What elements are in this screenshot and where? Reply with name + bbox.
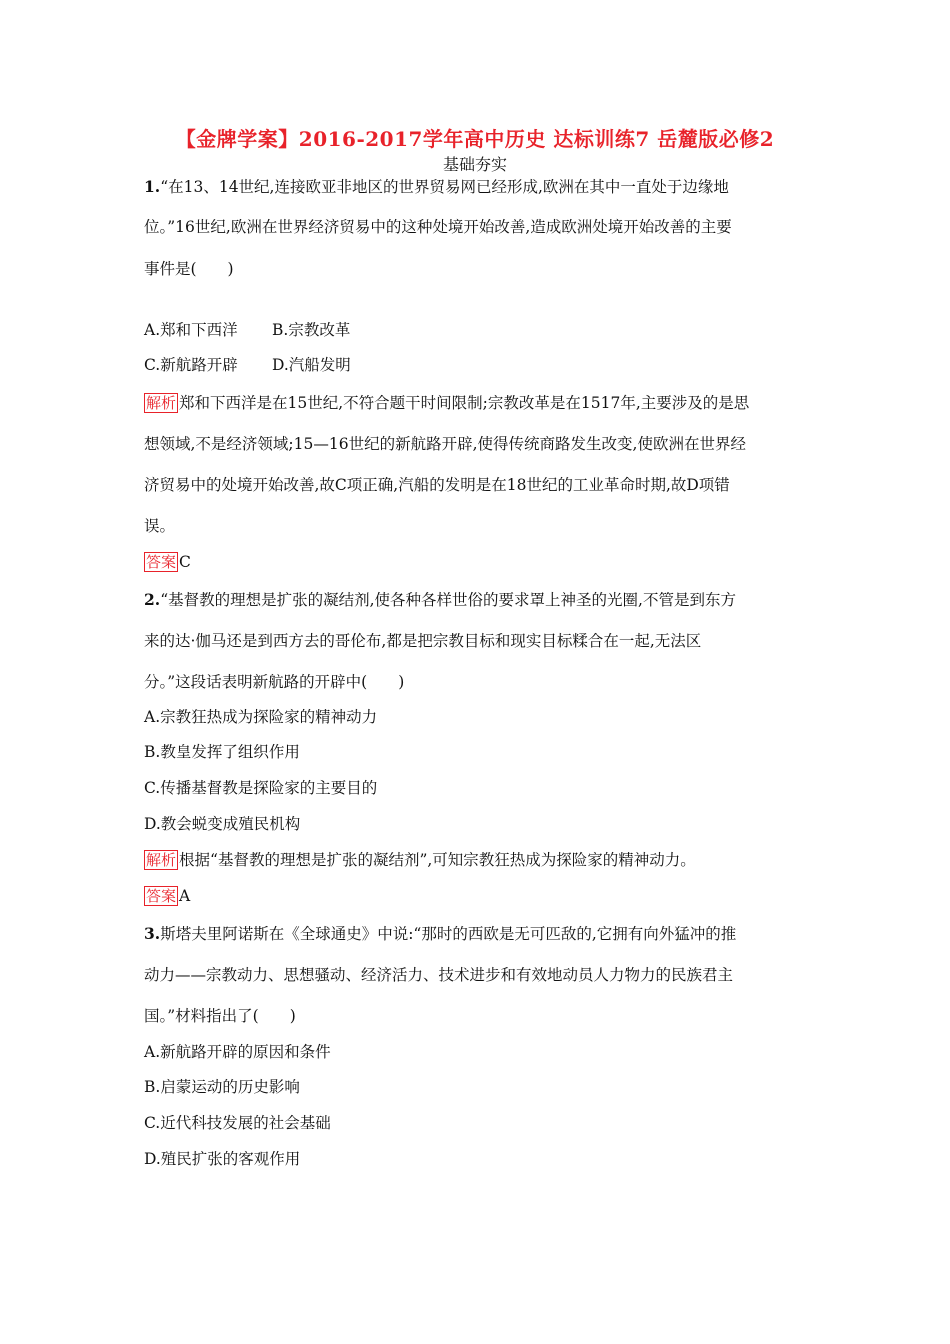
answer-tag: 答案 (146, 553, 177, 571)
question-2-number: 2. (144, 590, 161, 609)
document-title: 【金牌学案】2016-2017学年高中历史 达标训练7 岳麓版必修2 (175, 127, 775, 151)
question-1-stem-line-1: 1.“在13、14世纪,连接欧亚非地区的世界贸易网已经形成,欧洲在其中一直处于边缘地 (144, 177, 729, 196)
question-3-stem-line-1: 3.斯塔夫里阿诺斯在《全球通史》中说:“那时的西欧是无可匹敌的,它拥有向外猛冲的推 (144, 924, 737, 943)
question-3-number: 3. (144, 924, 161, 943)
question-1-analysis-line-2: 想领域,不是经济领域;15—16世纪的新航路开辟,使得传统商路发生改变,使欧洲在世界经 (144, 435, 746, 453)
question-2-answer (144, 886, 190, 906)
question-1-option-c: C.新航路开辟 (144, 356, 238, 374)
question-3-option-a: A.新航路开辟的原因和条件 (144, 1043, 331, 1061)
question-3-option-b: B.启蒙运动的历史影响 (144, 1078, 300, 1096)
answer-tag: 答案 (146, 887, 177, 905)
question-3-option-c: C.近代科技发展的社会基础 (144, 1114, 331, 1132)
question-3-option-d: D.殖民扩张的客观作用 (144, 1150, 301, 1168)
question-1-stem-line-3: 事件是( ) (144, 260, 234, 278)
question-1-analysis-line-4: 误。 (144, 517, 176, 535)
question-3-stem-line-2: 动力——宗教动力、思想骚动、经济活力、技术进步和有效地动员人力物力的民族君主 (144, 966, 734, 984)
question-1-option-d: D.汽船发明 (272, 356, 351, 374)
question-1-option-a: A.郑和下西洋 (144, 321, 238, 339)
question-2-option-c: C.传播基督教是探险家的主要目的 (144, 779, 378, 797)
question-2-option-a: A.宗教狂热成为探险家的精神动力 (144, 708, 378, 726)
question-1-stem-line-2: 位。”16世纪,欧洲在世界经济贸易中的这种处境开始改善,造成欧洲处境开始改善的主要 (144, 218, 732, 236)
question-2-option-b: B.教皇发挥了组织作用 (144, 743, 300, 761)
question-2-stem-line-1: 2.“基督教的理想是扩张的凝结剂,使各种各样世俗的要求罩上神圣的光圈,不管是到东方 (144, 590, 736, 609)
question-1-analysis-line-1: 解析 郑和下西洋是在15世纪,不符合题干时间限制;宗教改革是在1517年,主要涉及的是思 (146, 394, 750, 412)
question-2-answer-value: A (179, 887, 191, 905)
question-1-answer-value: C (179, 553, 191, 571)
question-1-number: 1. (144, 177, 161, 196)
question-2-stem-line-3: 分。”这段话表明新航路的开辟中( ) (144, 673, 405, 691)
question-1-answer (144, 552, 191, 572)
question-1-analysis-line-3: 济贸易中的处境开始改善,故C项正确,汽船的发明是在18世纪的工业革命时期,故D项错 (144, 476, 730, 494)
analysis-tag: 解析 (146, 394, 177, 412)
section-heading: 基础夯实 (442, 155, 507, 174)
question-2-analysis-line-1: 解析 根据“基督教的理想是扩张的凝结剂”,可知宗教狂热成为探险家的精神动力。 (146, 851, 696, 869)
question-1-option-b: B.宗教改革 (272, 321, 351, 339)
question-3-stem-line-3: 国。”材料指出了( ) (144, 1007, 296, 1025)
question-2-stem-line-2: 来的达·伽马还是到西方去的哥伦布,都是把宗教目标和现实目标糅合在一起,无法区 (144, 632, 702, 650)
question-2-option-d: D.教会蜕变成殖民机构 (144, 815, 301, 833)
analysis-tag: 解析 (146, 851, 177, 869)
